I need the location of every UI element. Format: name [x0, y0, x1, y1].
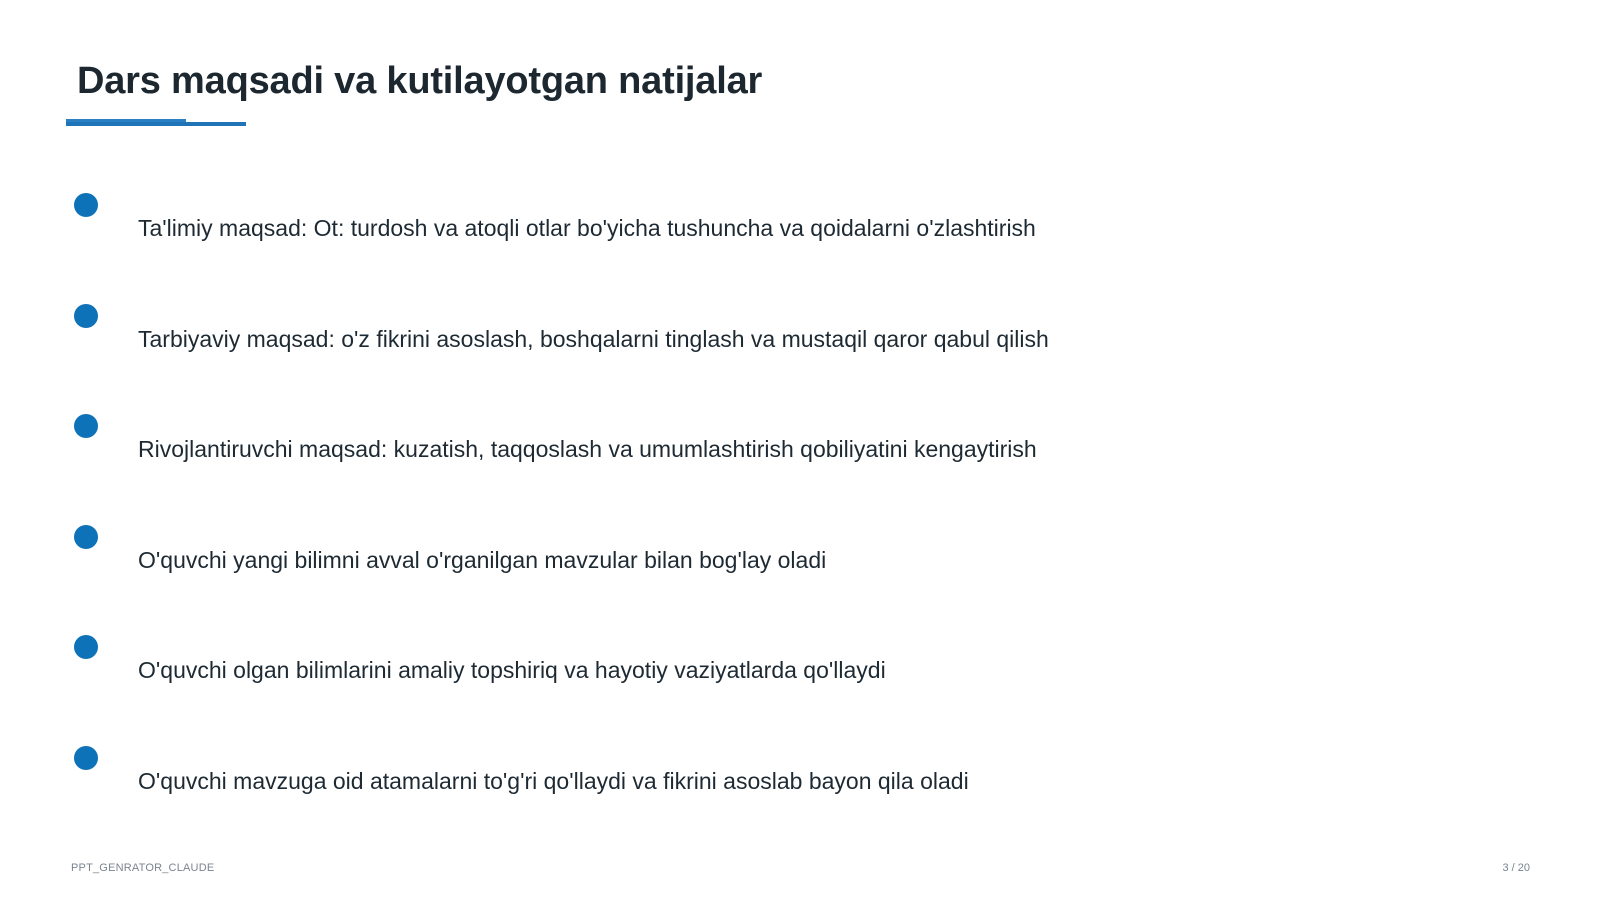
- bullet-text: O'quvchi yangi bilimni avval o'rganilgan mavzular bilan bog'lay oladi: [138, 547, 827, 573]
- bullet-dot-icon: [74, 635, 98, 659]
- bullet-dot-icon: [74, 746, 98, 770]
- list-item: [0, 746, 1500, 806]
- footer-label: PPT_GENRATOR_CLAUDE: [71, 862, 215, 874]
- list-item: [0, 193, 1500, 253]
- bullet-text: O'quvchi olgan bilimlarini amaliy topshiriq va hayotiy vaziyatlarda qo'llaydi: [138, 657, 886, 683]
- bullet-dot-icon: [74, 193, 98, 217]
- bullet-text: O'quvchi mavzuga oid atamalarni to'g'ri qo'llaydi va fikrini asoslab bayon qila oladi: [138, 768, 969, 794]
- list-item: [0, 635, 1500, 695]
- list-item: [0, 414, 1500, 474]
- bullet-text: Ta'limiy maqsad: Ot: turdosh va atoqli otlar bo'yicha tushuncha va qoidalarni o'zlashtirish: [138, 215, 1036, 241]
- list-item: [0, 304, 1500, 364]
- bullet-dot-icon: [74, 304, 98, 328]
- bullet-dot-icon: [74, 525, 98, 549]
- bullet-text: Tarbiyaviy maqsad: o'z fikrini asoslash, boshqalarni tinglash va mustaqil qaror qabul qilish: [138, 326, 1049, 352]
- bullet-dot-icon: [74, 414, 98, 438]
- slide-title: Dars maqsadi va kutilayotgan natijalar: [77, 60, 763, 102]
- bullet-text: Rivojlantiruvchi maqsad: kuzatish, taqqoslash va umumlashtirish qobiliyatini kengaytirish: [138, 436, 1037, 462]
- page-indicator: 3 / 20: [1502, 862, 1530, 874]
- list-item: [0, 525, 1500, 585]
